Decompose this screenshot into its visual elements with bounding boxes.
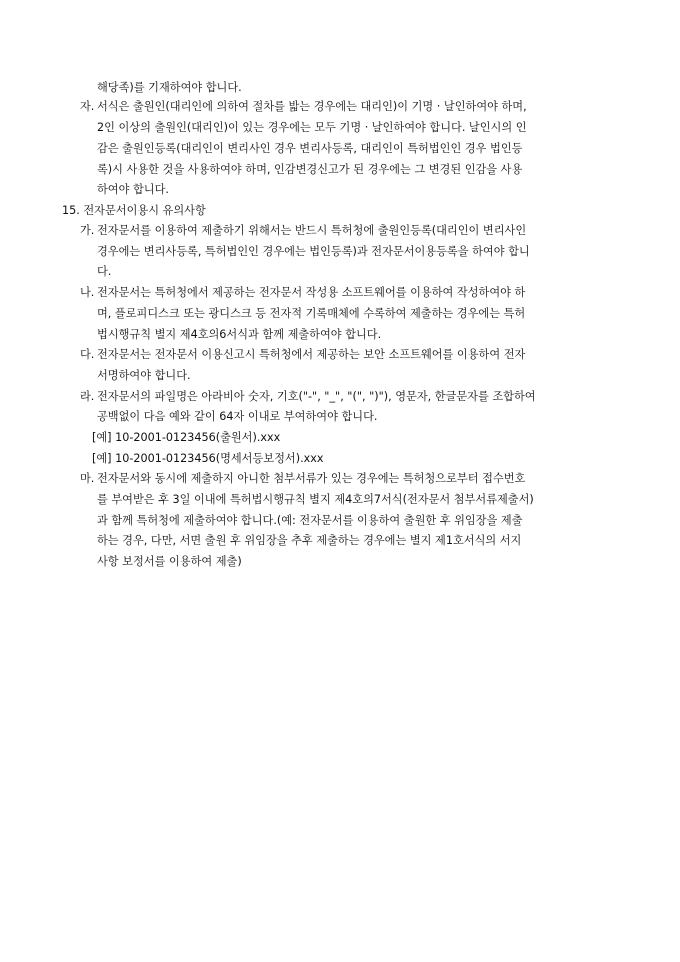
item-na-line: 법시행규칙 별지 제4호의6서식과 함께 제출하여야 합니다. xyxy=(97,328,382,341)
item-ma-line: 과 함께 특허청에 제출하여야 합니다.(예: 전자문서를 이용하여 출원한 후 위임장을 제출 xyxy=(97,514,523,527)
item-ma-line: 를 부여받은 후 3일 이내에 특허법시행규칙 별지 제4호의7서식(전자문서 첨부서류제출서) xyxy=(97,493,534,506)
item-ra-line: 공백없이 다음 예와 같이 64자 이내로 부여하여야 합니다. xyxy=(97,410,378,423)
item-ga-marker: 가. xyxy=(80,224,95,237)
item-ja-line: 하여야 합니다. xyxy=(97,183,169,196)
item-da-line: 서명하여야 합니다. xyxy=(97,369,191,382)
item-ga-line: 전자문서를 이용하여 제출하기 위해서는 반드시 특허청에 출원인등록(대리인이 변리사인 xyxy=(97,224,527,237)
section-15-title: 15. 전자문서이용시 유의사항 xyxy=(62,204,206,217)
item-ra-marker: 라. xyxy=(80,390,95,403)
item-na-marker: 나. xyxy=(80,286,95,299)
item-ja-line: 감은 출원인등록(대리인이 변리사인 경우 변리사등록, 대리인이 특허법인인 경우 법인등 xyxy=(97,142,523,155)
item-ma-line: 사항 보정서를 이용하여 제출) xyxy=(97,555,242,568)
item-ja-line: 2인 이상의 출원인(대리인)이 있는 경우에는 모두 기명 · 날인하여야 합니다. 날인시의 인 xyxy=(97,121,527,134)
item-na-line: 며, 플로피디스크 또는 광디스크 등 전자적 기록매체에 수록하여 제출하는 경우에는 특허 xyxy=(97,307,526,320)
item-ra-line: 전자문서의 파일명은 아라비아 숫자, 기호("-", "_", "(", ")"), 영문자, 한글문자를 조합하여 xyxy=(97,390,536,403)
item-ja-line: 서식은 출원인(대리인에 의하여 절차를 밟는 경우에는 대리인)이 기명 · 날인하여야 하며, xyxy=(97,100,527,113)
item-ma-line: 하는 경우, 다만, 서면 출원 후 위임장을 추후 제출하는 경우에는 별지 제1호서식의 서지 xyxy=(97,534,522,547)
item-da-line: 전자문서는 전자문서 이용신고시 특허청에서 제공하는 보안 소프트웨어를 이용하여 전자 xyxy=(97,348,526,361)
continuation-line: 해당족)를 기재하여야 합니다. xyxy=(97,81,242,94)
item-ga-line: 경우에는 변리사등록, 특허법인인 경우에는 법인등록)과 전자문서이용등록을 하여야 합니 xyxy=(97,245,530,258)
item-ma-line: 전자문서와 동시에 제출하지 아니한 첨부서류가 있는 경우에는 특허청으로부터 접수번호 xyxy=(97,472,526,485)
example-line: [예] 10-2001-0123456(명세서등보정서).xxx xyxy=(92,452,324,465)
item-na-line: 전자문서는 특허청에서 제공하는 전자문서 작성용 소프트웨어를 이용하여 작성하여야 하 xyxy=(97,286,526,299)
item-ma-marker: 마. xyxy=(80,472,95,485)
item-ja-marker: 자. xyxy=(80,100,95,113)
item-ja-line: 록)시 사용한 것을 사용하여야 하며, 인감변경신고가 된 경우에는 그 변경된 인감을 사용 xyxy=(97,163,523,176)
example-line: [예] 10-2001-0123456(출원서).xxx xyxy=(92,431,281,444)
item-da-marker: 다. xyxy=(80,348,95,361)
item-ga-line: 다. xyxy=(97,265,112,278)
